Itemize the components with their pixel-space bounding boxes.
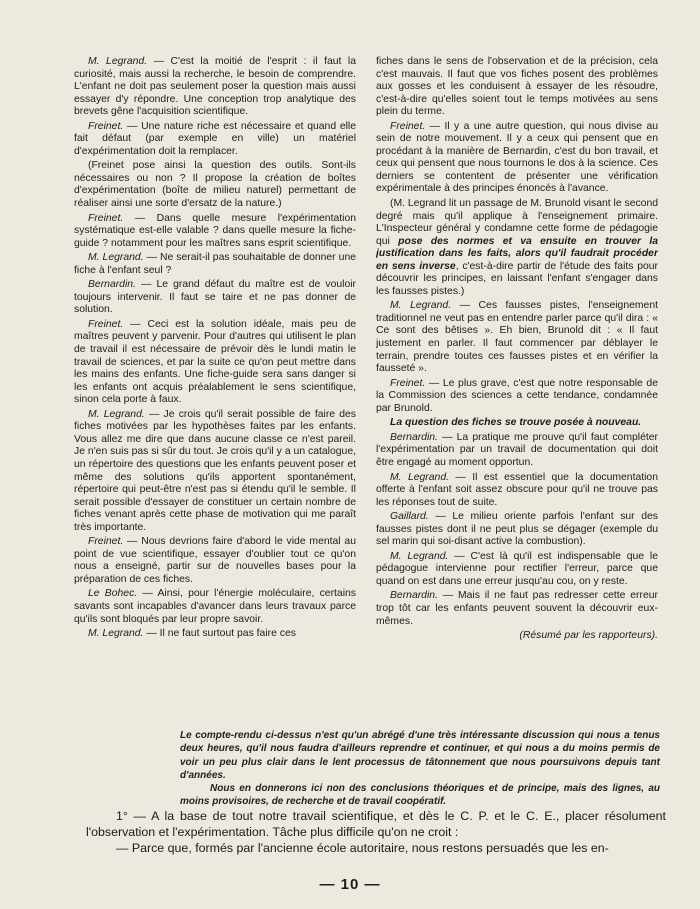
discussion-paragraph: [74, 56, 356, 119]
paragraph-text: , c'est-à-dire partir de l'étude des faits pour découvrir les principes, en laissant l'enfant s'engager dans les fausses pistes.): [376, 260, 658, 297]
discussion-paragraph: [74, 279, 356, 317]
paragraph-text: — Il est essentiel que la documentation offerte à l'enfant soit assez obscure pour qu'il ne trouve pas les réponses tout de suite.: [376, 471, 658, 508]
conclusions-text: [86, 808, 666, 856]
editorial-summary: [180, 729, 660, 809]
paragraph-text: — La pratique me prouve qu'il faut compléter l'expérimentation par un travail de documentation qui doit être engagé au moment opportun.: [376, 431, 658, 468]
paragraph-text: — Mais il ne faut pas redresser cette erreur trop tôt car les enfants peuvent souvent la découvrir eux-mêmes.: [376, 590, 658, 627]
two-column-text: [74, 56, 658, 716]
speaker-name: Freinet.: [390, 120, 426, 132]
discussion-paragraph: [376, 590, 658, 628]
paragraph-text: — Je crois qu'il serait possible de faire des fiches motivées par les hypothèses faites par les enfants. Vous allez me dire que dans aucune classe ce n'est pareil. Je n'en suis pas si sûr du tout. Je crois qu'il y a un catalogue, un répertoire des questions que les enfants peuvent poser et même des solutions qu'ils apportent spontanément, répertoire qui peut-être n'est pas si étendu qu'il le semble. Il serait possible d'essayer de constituer un certain nombre de fiches venant après cette phase de motivation qui me paraît très importante.: [74, 408, 356, 533]
paragraph-text: — Le milieu oriente parfois l'enfant sur des fausses pistes dont il ne peut plus se dégager (exemple du sel marin qui soi-disant active la combustion).: [376, 511, 658, 548]
paragraph-text: — Le grand défaut du maître est de vouloir toujours intervenir. Il faut se taire et ne pas donner de solution.: [74, 279, 356, 316]
paragraph-text: — Ces fausses pistes, l'enseignement traditionnel ne veut pas en entendre parler parce qu'il dira : « Ce sont des bêtises ». Eh bien, Brunold dit : « Il faut justement en parler. Il faut commencer par déblayer le terrain, prendre toutes ces fausses pistes et en vérifier la fausseté ».: [376, 300, 658, 375]
summary-paragraph: Nous en donnerons ici non des conclusions théoriques et de principe, mais des lignes, au moins provisoires, de recherche et de travail coopératif.: [180, 783, 660, 808]
speaker-name: Bernardin.: [88, 279, 136, 291]
discussion-paragraph: [74, 628, 356, 641]
rapporteurs-signature: (Résumé par les rapporteurs).: [519, 630, 658, 642]
speaker-name: Freinet.: [88, 212, 124, 224]
conclusion-paragraph: 1° — A la base de tout notre travail scientifique, et dès le C. P. et le C. E., placer résolument l'observation et l'expérimentation. Tâche plus difficile qu'on ne croit :: [86, 809, 666, 839]
speaker-name: M. Legrand.: [88, 56, 148, 67]
paragraph-text: — Il ne faut surtout pas faire ces: [143, 628, 296, 640]
discussion-paragraph: [376, 511, 658, 549]
paragraph-text: (M. Legrand lit un passage de M. Brunold visant le second degré mais qu'il applique à l'enseignement primaire. L'Inspecteur général y condamne cette forme de pédagogie qui: [376, 198, 658, 247]
speaker-name: Bernardin.: [390, 590, 438, 602]
discussion-paragraph: [376, 198, 658, 298]
discussion-paragraph: [74, 121, 356, 159]
right-column: [376, 56, 658, 716]
speaker-name: Freinet.: [88, 318, 124, 330]
discussion-paragraph: [376, 56, 658, 119]
discussion-paragraph: [74, 252, 356, 277]
discussion-paragraph: [74, 536, 356, 586]
discussion-paragraph: [74, 160, 356, 210]
discussion-paragraph: [376, 432, 658, 470]
paragraph-text: — Il y a une autre question, qui nous divise au sein de notre mouvement. Il y a ceux qui pensent que en procédant à la manière de Bernardin, c'est du bon travail, et ceux qui pensent que nous tournons le dos à la science. Ces derniers se contentent de présenter une vérification expérimentale à des principes énoncés à l'avance.: [376, 120, 658, 195]
speaker-name: M. Legrand.: [390, 300, 452, 312]
paragraph-text: fiches dans le sens de l'observation et de la précision, cela c'est mauvais. Il faut que vos fiches posent des problèmes aux gosses et les conduisent à essayer de les résoudre, c'est-à-dire qu'elles soient tout le temps motivées au sens plein du terme.: [376, 56, 658, 118]
speaker-name: Freinet.: [88, 536, 124, 548]
speaker-name: M. Legrand.: [390, 550, 449, 562]
emphasized-text: La question des fiches se trouve posée à nouveau.: [390, 417, 642, 429]
speaker-name: M. Legrand.: [88, 252, 144, 264]
discussion-paragraph: [376, 417, 658, 430]
discussion-paragraph: [74, 213, 356, 251]
paragraph-text: — C'est là qu'il est indispensable que le pédagogue intervienne pour rectifier l'erreur, parce que quand on est dans une erreur jusqu'au cou, on y reste.: [376, 550, 658, 587]
discussion-paragraph: [74, 588, 356, 626]
paragraph-text: (Freinet pose ainsi la question des outils. Sont-ils nécessaires ou non ? Il propose la création de boîtes d'expérimentation (boîte de milieu naturel) permettant de réaliser ainsi une sorte d'ersatz de la nature.): [74, 160, 356, 210]
left-column: [74, 56, 356, 716]
speaker-name: Gaillard.: [390, 511, 429, 523]
speaker-name: Bernardin.: [390, 431, 438, 443]
speaker-name: M. Legrand.: [88, 408, 145, 420]
discussion-paragraph: [376, 121, 658, 196]
paragraph-text: — Nous devrions faire d'abord le vide mental au point de vue scientifique, essayer d'oublier tout ce qu'on nous a enseigné, partir sur de nouvelles bases pour la préparation de ces fiches.: [74, 536, 356, 585]
paragraph-text: — Une nature riche est nécessaire et quand elle fait défaut (par exemple en ville) un matériel d'expérimentation doit la remplacer.: [74, 120, 356, 157]
paragraph-text: — Ainsi, pour l'énergie moléculaire, certains savants sont incapables d'avancer dans leurs travaux parce qu'ils sont bloqués par leur propre savoir.: [74, 588, 356, 625]
speaker-name: Le Bohec.: [88, 588, 138, 600]
paragraph-text: — Le plus grave, c'est que notre responsable de la Commission des sciences a cette tendance, condamnée par Brunold.: [376, 377, 658, 414]
paragraph-text: — Ceci est la solution idéale, mais peu de maîtres peuvent y parvenir. Pour d'autres qui utilisent le plan de travail il est nécessaire de prévoir dès le lundi matin le travail de sciences, et par la suite ce qu'on peut mettre dans les mains des enfants. Une fiche-guide sera sans danger si les enfants ont acquis préalablement le sens scientifique, sinon cela porte à faux.: [74, 318, 356, 406]
emphasized-text: pose des normes et va ensuite en trouver la justification dans les faits, alors qu'il faudrait procéder en sens inverse: [376, 235, 658, 272]
paragraph-text: — C'est la moitié de l'esprit : il faut la curiosité, mais aussi la recherche, le besoin de comprendre. L'enfant ne doit pas seulement poser la question mais aussi essayer d'y répondre. Une conception trop analytique des brevets gêne l'acquisition scientifique.: [74, 56, 356, 118]
paragraph-text: — Ne serait-il pas souhaitable de donner une fiche à l'enfant seul ?: [74, 252, 356, 276]
speaker-name: Freinet.: [390, 377, 426, 389]
paragraph-text: — Dans quelle mesure l'expérimentation systématique est-elle valable ? dans quelle mesure la fiche-guide ? notamment pour les maîtres sans esprit scientifique.: [74, 212, 356, 249]
page-number: — 10 —: [319, 876, 381, 893]
summary-paragraph: Le compte-rendu ci-dessus n'est qu'un abrégé d'une très intéressante discussion qui nous a tenus deux heures, qu'il nous faudra d'ailleurs reprendre et continuer, et qui nous a du moins permis de voir un peu plus clair dans le lent processus de tâtonnement que nous poursuivons depuis tant d'années.: [180, 730, 660, 781]
speaker-name: M. Legrand.: [390, 471, 449, 483]
discussion-paragraph: [376, 300, 658, 375]
discussion-paragraph: [376, 472, 658, 510]
speaker-name: M. Legrand.: [88, 628, 144, 640]
conclusion-paragraph: — Parce que, formés par l'ancienne école autoritaire, nous restons persuadés que les en-: [116, 841, 609, 855]
discussion-paragraph: [376, 551, 658, 589]
discussion-paragraph: [376, 378, 658, 416]
discussion-paragraph: [74, 319, 356, 407]
discussion-paragraph: [74, 409, 356, 534]
speaker-name: Freinet.: [88, 120, 124, 132]
